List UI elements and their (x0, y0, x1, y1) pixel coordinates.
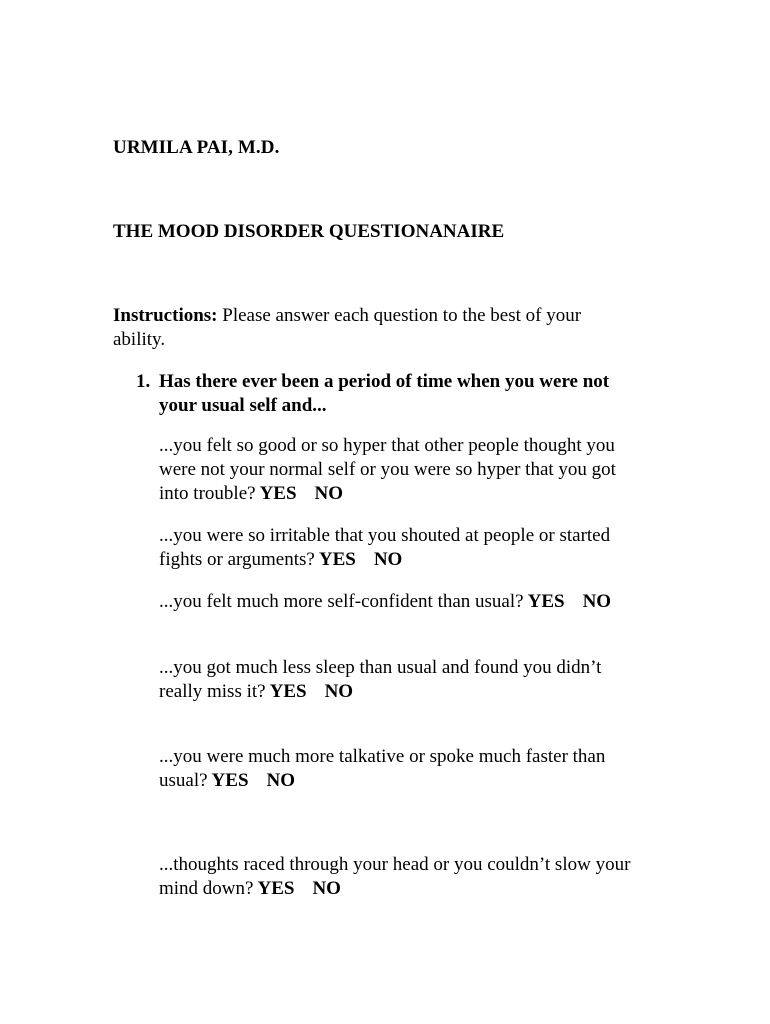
yes-option[interactable]: YES (269, 681, 307, 702)
question-item (159, 590, 649, 614)
doctor-name: URMILA PAI, M.D. (113, 137, 280, 158)
yes-option[interactable]: YES (257, 878, 295, 899)
question-item (159, 524, 649, 572)
no-option[interactable]: NO (312, 878, 341, 899)
question-item (159, 434, 649, 506)
question-item (159, 853, 649, 901)
no-option[interactable]: NO (314, 483, 344, 504)
question-item-text: ...thoughts raced through your head or you couldn’t slow your mind down? (159, 854, 631, 899)
question-item-text: ...you got much less sleep than usual and found you didn’t really miss it? (159, 657, 602, 702)
question-item-text: ...you felt so good or so hyper that other people thought you were not your normal self or you were so hyper that you got into trouble? (159, 435, 616, 504)
yes-option[interactable]: YES (318, 549, 356, 570)
instructions-text: Please answer each question to the best of your ability. (113, 305, 582, 350)
question-item-text: ...you were so irritable that you shouted at people or started fights or arguments? (159, 525, 611, 570)
yes-option[interactable]: YES (259, 483, 297, 504)
no-option[interactable]: NO (324, 681, 354, 702)
no-option[interactable]: NO (582, 591, 612, 612)
no-option[interactable]: NO (266, 770, 296, 791)
instructions (113, 304, 623, 352)
question-item-text: ...you were much more talkative or spoke much faster than usual? (159, 746, 606, 791)
yes-option[interactable]: YES (527, 591, 565, 612)
question-1-text: Has there ever been a period of time when you were not your usual self and... (159, 371, 610, 416)
yes-option[interactable]: YES (211, 770, 249, 791)
instructions-label: Instructions: (113, 305, 218, 326)
question-item-text: ...you felt much more self-confident than usual? (159, 591, 524, 612)
question-1-number: 1. (136, 371, 151, 392)
document-title: THE MOOD DISORDER QUESTIONANAIRE (113, 221, 505, 242)
question-item (159, 745, 649, 793)
no-option[interactable]: NO (373, 549, 403, 570)
question-item (159, 656, 649, 704)
